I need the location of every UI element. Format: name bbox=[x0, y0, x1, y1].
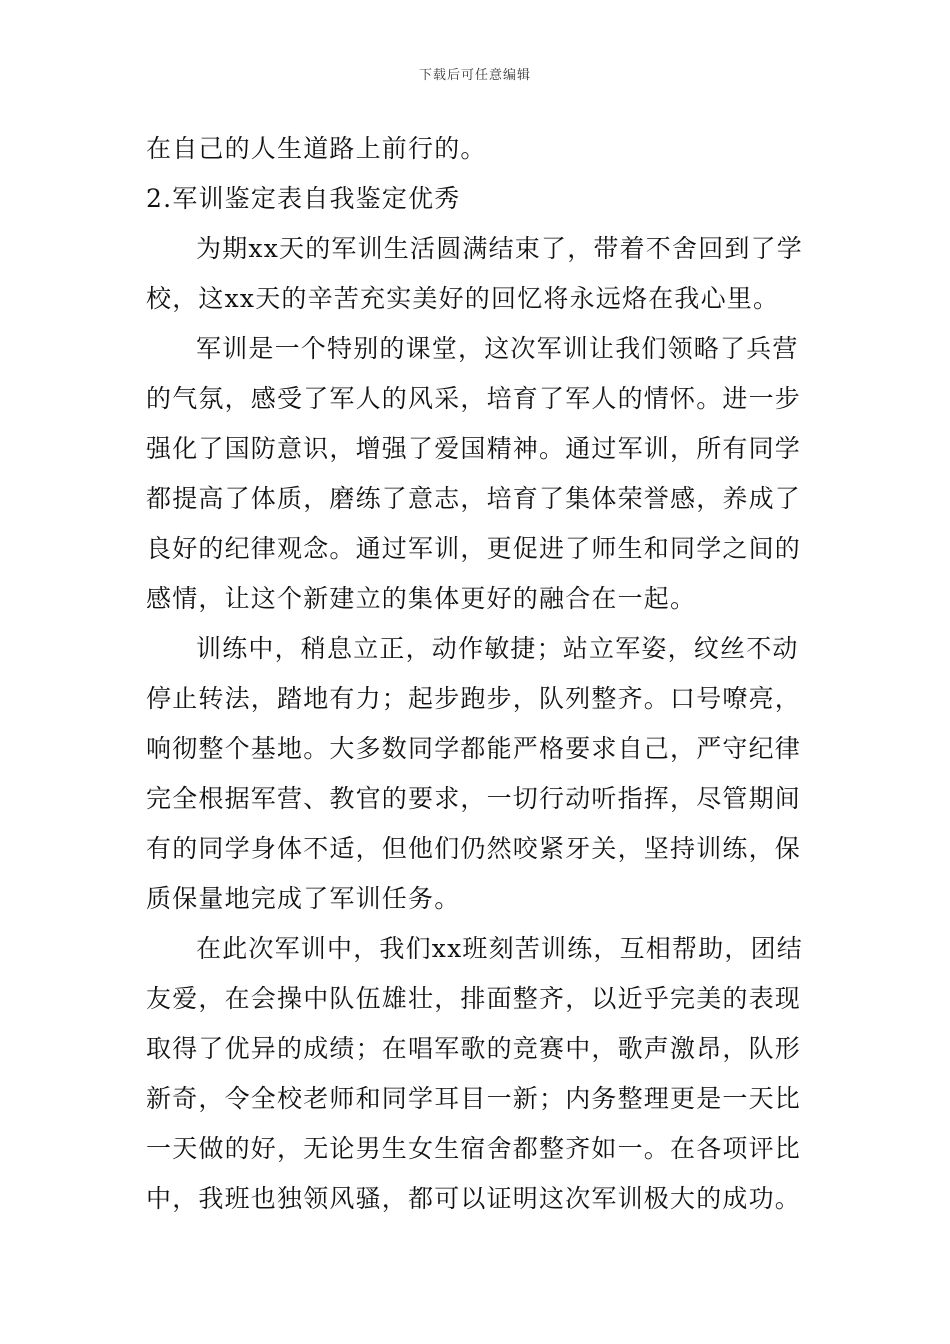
text-line: 感情，让这个新建立的集体更好的融合在一起。 bbox=[146, 584, 697, 613]
text-line: 强化了国防意识，增强了爱国精神。通过军训，所有同学 bbox=[146, 434, 802, 463]
text-line: 有的同学身体不适，但他们仍然咬紧牙关，坚持训练，保 bbox=[146, 834, 802, 863]
text-line: 在自己的人生道路上前行的。 bbox=[146, 134, 487, 163]
text-line: 停止转法，踏地有力；起步跑步，队列整齐。口号嘹亮， bbox=[146, 684, 802, 713]
document-body bbox=[146, 124, 806, 1224]
page-header-note: 下载后可任意编辑 bbox=[418, 68, 531, 83]
text-line: 军训是一个特别的课堂，这次军训让我们领略了兵营 bbox=[196, 334, 799, 363]
text-line: 中，我班也独领风骚，都可以证明这次军训极大的成功。 bbox=[146, 1184, 802, 1213]
text-line: 在此次军训中，我们xx班刻苦训练，互相帮助，团结 bbox=[196, 934, 804, 963]
text-line: 的气氛，感受了军人的风采，培育了军人的情怀。进一步 bbox=[146, 384, 802, 413]
text-line: 为期xx天的军训生活圆满结束了，带着不舍回到了学 bbox=[196, 234, 804, 263]
text-line: 完全根据军营、教官的要求，一切行动听指挥，尽管期间 bbox=[146, 784, 802, 813]
section-heading: 2.军训鉴定表自我鉴定优秀 bbox=[146, 184, 461, 213]
text-line: 新奇，令全校老师和同学耳目一新；内务整理更是一天比 bbox=[146, 1084, 802, 1113]
text-line: 训练中，稍息立正，动作敏捷；站立军姿，纹丝不动 bbox=[196, 634, 799, 663]
text-line: 校，这xx天的辛苦充实美好的回忆将永远烙在我心里。 bbox=[146, 284, 780, 313]
text-line: 都提高了体质，磨练了意志，培育了集体荣誉感，养成了 bbox=[146, 484, 802, 513]
text-line: 取得了优异的成绩；在唱军歌的竞赛中，歌声激昂，队形 bbox=[146, 1034, 802, 1063]
text-line: 响彻整个基地。大多数同学都能严格要求自己，严守纪律 bbox=[146, 734, 802, 763]
text-line: 良好的纪律观念。通过军训，更促进了师生和同学之间的 bbox=[146, 534, 802, 563]
text-line: 质保量地完成了军训任务。 bbox=[146, 884, 461, 913]
text-line: 友爱，在会操中队伍雄壮，排面整齐，以近乎完美的表现 bbox=[146, 984, 802, 1013]
text-line: 一天做的好，无论男生女生宿舍都整齐如一。在各项评比 bbox=[146, 1134, 802, 1163]
